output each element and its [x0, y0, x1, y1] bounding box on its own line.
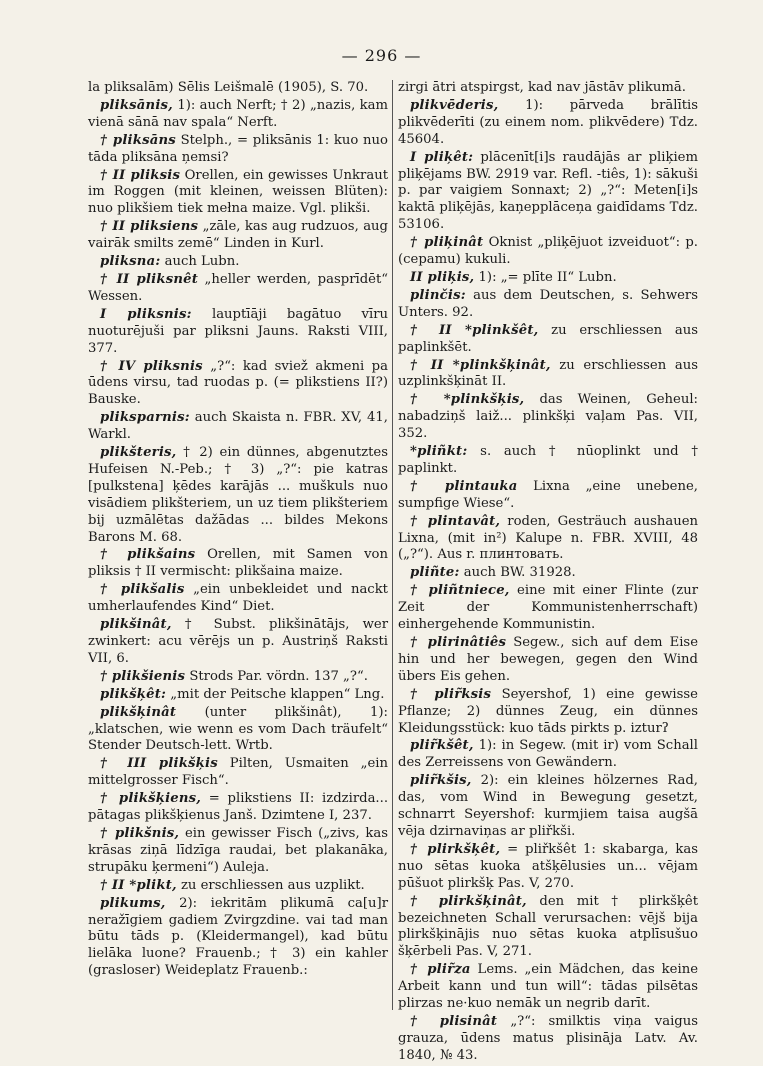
entry-text: 1): pārveda brālītis plikvēderīti (zu einem nom. plikvēdere) Tdz. 45604. — [398, 97, 698, 147]
entry-headword: pliksna: — [100, 254, 161, 270]
entry-headword: plikvēderis, — [410, 97, 499, 113]
dictionary-entry — [88, 445, 388, 546]
entry-text: 1): „= plīte II“ Lubn. — [474, 269, 617, 285]
entry-text: † 2) ein dünnes, abgenutztes Hufeisen N.-Peb.; † 3) „?“: pie katras [pulkstena] ķēdes karājās ... muškuls nuo visādiem plikšteriem, un uz tiem plikšteriem bij uzmālētas dažādas ... bildes Mekons Barons M. 68. — [88, 445, 388, 545]
entry-headword: pliksānis, — [100, 97, 173, 113]
entry-headword: plikšķinât — [100, 704, 177, 720]
entry-text: Pilten, Usmaiten „ein mittelgrosser Fisch“. — [88, 756, 388, 789]
entry-text: Lixna „eine unebene, sumpfige Wiese“. — [398, 478, 698, 511]
entry-text: la pliksalām) Sēlis Leišmalē (1905), S. 70. — [88, 80, 369, 95]
dictionary-entry — [398, 635, 698, 686]
dictionary-entry — [398, 894, 698, 962]
dictionary-entry — [88, 896, 388, 981]
entry-headword: † IV pliksnis — [100, 358, 203, 374]
dictionary-entry — [398, 270, 698, 287]
dictionary-entry — [88, 307, 388, 358]
entry-text: Lems. „ein Mädchen, das keine Arbeit kann und tun will“: tādas pilsētas plirzas ne·kuo nemāk un negrib darīt. — [398, 962, 698, 1012]
right-column — [398, 80, 698, 1066]
entry-headword: plir̃kšêt, — [410, 738, 474, 754]
entry-text: zu erschliessen aus uzplikt. — [176, 877, 365, 893]
dictionary-entry — [398, 583, 698, 634]
dictionary-entry — [398, 323, 698, 357]
entry-text: Stelph., = pliksānis 1: kuo nuo tāda pliksāna ņemsi? — [88, 132, 388, 165]
entry-text: 1): in Segew. (mit ir) vom Schall des Zerreissens von Gewändern. — [398, 738, 698, 771]
entry-text: plācenīt[i]s raudājās ar pliķiem pliķējams BW. 2919 var. Refl. -tiês, 1): sākuši p. par vaigiem Sonnaxt; 2) „?“: Meten[i]s kaktā pliķējās, kaņepplāceņa gaidīdams Tdz. 53106. — [398, 149, 698, 233]
entry-text: † Subst. plikšinātājs, wer zwinkert: acu vērējs un p. Austriņš Raksti VII, 6. — [88, 617, 388, 666]
entry-headword: † plisinât — [410, 1013, 498, 1029]
entry-headword: *pliñkt: — [410, 444, 468, 460]
dictionary-entry — [88, 410, 388, 444]
entry-headword: † pliñtniece, — [410, 583, 510, 599]
entry-headword: † II *plikt, — [100, 877, 177, 893]
entry-text: 2): iekritām plikumā ca[u]r neražīgiem gadiem Zvirgzdine. vai tad man būtu tāds p. (Kleidermangel), kad būtu lielāka luone? Frauenb.; † 3) ein kahler (grasloser) Weideplatz Frauenb.: — [88, 895, 388, 979]
page-number: — 296 — — [341, 46, 422, 65]
dictionary-entry — [88, 705, 388, 756]
entry-text: auch Lubn. — [160, 254, 240, 270]
column-divider — [392, 80, 393, 1010]
entry-text: Orellen, mit Samen von pliksis † II vermischt: plikšaina maize. — [88, 547, 388, 580]
entry-text: den mit † plirkšķêt bezeichneten Schall verursachen: vējš bija plirkšķinājis nuo sētas kuoka atplīsušuo šķērbeli Pas. V, 271. — [398, 893, 698, 960]
entry-headword: pliñte: — [410, 565, 460, 581]
dictionary-entry — [398, 514, 698, 565]
dictionary-entry — [398, 773, 698, 841]
dictionary-entry — [88, 617, 388, 668]
entry-headword: † *plinkšķis, — [410, 392, 525, 408]
entry-text: auch BW. 31928. — [459, 565, 576, 581]
dictionary-entry — [88, 756, 388, 790]
entry-text: 2): ein kleines hölzernes Rad, das, vom Wind in Bewegung gesetzt, schnarrt Seyershof: kurmjiem taisa augšā vēja dzirnaviņas ar pliřkši. — [398, 773, 698, 839]
entry-headword: † plikšains — [100, 547, 196, 563]
dictionary-entry — [88, 359, 388, 410]
dictionary-entry — [398, 150, 698, 235]
entry-text: „?“: smilktis viņa vaigus grauza, ūdens matus plisināja Latv. Av. 1840, № 43. — [398, 1013, 698, 1063]
entry-headword: † plir̃za — [410, 962, 471, 978]
entry-text: „mit der Peitsche klappen“ Lng. — [166, 686, 385, 702]
dictionary-entry — [88, 80, 388, 97]
entry-text: zu erschliessen aus paplinkšēt. — [398, 322, 698, 355]
entry-headword: † plirkšķinât, — [410, 893, 527, 909]
entry-headword: pliksparnis: — [100, 410, 190, 426]
entry-headword: † II *plinkšêt, — [410, 322, 539, 338]
entry-headword: † pliksāns — [100, 132, 176, 148]
dictionary-entry — [398, 444, 698, 478]
entry-text: zirgi ātri atspirgst, kad nav jāstāv plikumā. — [398, 80, 686, 95]
entry-text: = pliřkšêt 1: skabarga, kas nuo sētas kuoka atšķēlusies un... vējam pūšuot plirkšķ Pas. V, 270. — [398, 841, 698, 891]
entry-headword: † plikšienis — [100, 668, 186, 684]
dictionary-entry — [398, 288, 698, 322]
entry-text: Seyershof, 1) eine gewisse Pflanze; 2) dünnes Zeug, ein dünnes Kleidungsstück: kuo tāds pirkts p. izturʔ — [398, 686, 698, 736]
dictionary-entry — [398, 1014, 698, 1065]
entry-text: s. auch † nūoplinkt und † paplinkt. — [398, 444, 698, 476]
dictionary-entry — [398, 842, 698, 893]
entry-headword: I pliksnis: — [100, 306, 192, 322]
dictionary-entry — [88, 272, 388, 306]
entry-text: zu erschliessen aus uzplinkšķināt II. — [398, 357, 699, 390]
dictionary-entry — [398, 98, 698, 149]
entry-text: Strods Par. vördn. 137 „?“. — [185, 668, 368, 684]
entry-headword: I pliķêt: — [410, 149, 474, 165]
entry-headword: plikums, — [100, 895, 166, 911]
entry-text: aus dem Deutschen, s. Sehwers Unters. 92. — [398, 287, 698, 320]
entry-text: auch Skaista n. FBR. XV, 41, Warkl. — [88, 410, 388, 443]
dictionary-entry — [88, 219, 388, 253]
entry-text: 1): auch Nerft; † 2) „nazis, kam vienā sānā nav spala“ Nerft. — [88, 97, 388, 130]
dictionary-entry — [88, 687, 388, 704]
entry-headword: † plirinâtiês — [410, 635, 507, 650]
dictionary-entry — [398, 479, 698, 513]
entry-text: = plikstiens II: izdzirda... pātagas plikšķienus Janš. Dzimtene I, 237. — [88, 791, 389, 824]
entry-text: „ein unbekleidet und nackt umherlaufendes Kind“ Diet. — [88, 582, 388, 615]
entry-headword: † II pliksis — [100, 167, 181, 183]
dictionary-entry — [88, 168, 388, 219]
left-column — [88, 80, 388, 981]
dictionary-entry — [88, 826, 388, 877]
entry-text: lauptīāji bagātuo vīru nuoturējuši par pliksni Jauns. Raksti VIII, 377. — [88, 306, 388, 356]
entry-text: ein gewisser Fisch („zivs, kas krāsas ziņā līdzīga raudai, bet plakanāka, strupāku ķermeni“) Auleja. — [88, 825, 388, 875]
dictionary-entry — [398, 687, 698, 738]
dictionary-entry — [88, 791, 388, 825]
entry-headword: † plikšķiens, — [100, 791, 202, 807]
entry-text: Oknist „pliķējuot izveiduot“: p. (cepamu) kukuli. — [398, 235, 698, 268]
entry-headword: † pliķinât — [410, 235, 484, 251]
entry-headword: plikšķêt: — [100, 686, 167, 702]
dictionary-entry — [88, 878, 388, 895]
dictionary-entry — [88, 547, 388, 581]
entry-headword: † II pliksnêt — [100, 271, 198, 287]
entry-text: Segew., sich auf dem Eise hin und her bewegen, gegen den Wind übers Eis gehen. — [398, 635, 698, 684]
entry-text: „?“: kad sviež akmeni pa ūdens virsu, tad ruodas p. (= plikstiens II?) Bauske. — [88, 358, 388, 408]
entry-headword: † plir̃ksis — [410, 686, 492, 702]
entry-headword: † plintavât, — [410, 513, 501, 529]
entry-headword: plinčis: — [410, 287, 466, 303]
dictionary-entry — [398, 235, 698, 269]
entry-headword: plikšteris, — [100, 445, 177, 461]
dictionary-entry — [88, 254, 388, 271]
entry-text: (unter plikšinât), 1): „klatschen, wie wenn es vom Dach träufelt“ Stender Deutsch-lett. Wrtb. — [88, 704, 388, 754]
dictionary-entry — [88, 133, 388, 167]
entry-headword: † plikšnis, — [100, 825, 180, 841]
entry-headword: † III plikšķis — [100, 756, 218, 772]
entry-headword: † plintauka — [410, 478, 518, 494]
entry-headword: † plirkšķêt, — [410, 841, 501, 857]
dictionary-entry — [398, 962, 698, 1013]
entry-text: das Weinen, Geheul: nabadziņš laiž... plinkšķi vaļam Pas. VII, 352. — [398, 392, 698, 442]
entry-text: eine mit einer Flinte (zur Zeit der Kommunistenherrschaft) einhergehende Kommunistin. — [398, 583, 698, 633]
entry-headword: † II pliksiens — [100, 219, 199, 235]
entry-text: „heller werden, pasprīdēt“ Wessen. — [88, 271, 389, 304]
dictionary-entry — [398, 738, 698, 772]
dictionary-entry — [398, 392, 698, 443]
entry-text: Orellen, ein gewisses Unkraut im Roggen (mit kleinen, weissen Blüten): nuo plikšiem tiek mełna maize. Vgl. plikši. — [88, 167, 388, 217]
dictionary-entry — [88, 669, 388, 686]
entry-text: roden, Gesträuch aushauen Lixna, (mit in²) Kalupe n. FBR. XVIII, 48 („?“). Aus r. плинтовать. — [398, 513, 698, 563]
entry-headword: † II *plinkšķinât, — [410, 357, 551, 373]
dictionary-entry — [398, 80, 698, 97]
entry-headword: † plikšalis — [100, 582, 185, 598]
dictionary-entry — [398, 565, 698, 582]
entry-headword: plir̃kšis, — [410, 773, 472, 789]
entry-text: „zāle, kas aug rudzuos, aug vairāk smilts zemē“ Linden in Kurl. — [88, 219, 388, 252]
dictionary-entry — [398, 358, 698, 392]
dictionary-entry — [88, 582, 388, 616]
dictionary-entry — [88, 98, 388, 132]
entry-headword: plikšinât, — [100, 617, 172, 633]
entry-headword: II pliķis, — [410, 269, 475, 285]
